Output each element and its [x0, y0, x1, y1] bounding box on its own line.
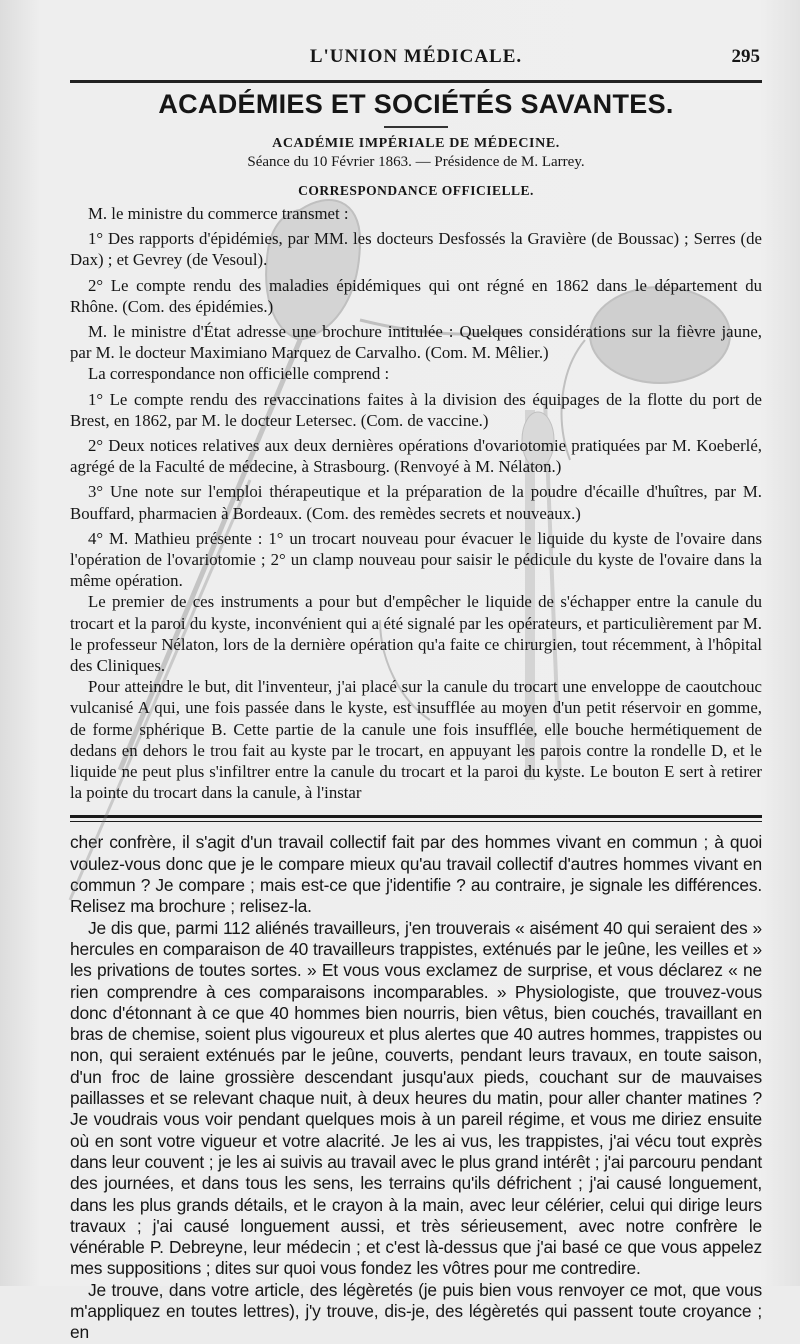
report-paragraph: 1° Le compte rendu des revaccinations faites à la division des équipages de la flotte du port de Brest, en 1862, par M. le docteur Letersec. (Com. de vaccine.)	[70, 389, 762, 430]
running-title: L'UNION MÉDICALE.	[309, 46, 523, 67]
report-paragraph: 4° M. Mathieu présente : 1° un trocart nouveau pour évacuer le liquide du kyste de l'ovaire dans l'opération de l'ovariotomie ; 2° un clamp nouveau pour saisir le pédicule du kyste de l'ovaire dans la même opération.	[70, 528, 762, 591]
report-paragraph: 3° Une note sur l'emploi thérapeutique et la préparation de la poudre d'écaille d'huîtres, par M. Bouffard, pharmacien à Bordeaux. (Com. des remèdes secrets et nouveaux.)	[70, 482, 762, 523]
report-paragraph: Pour atteindre le but, dit l'inventeur, j'ai placé sur la canule du trocart une enveloppe de caoutchouc vulcanisé A qui, une fois passée dans le kyste, est insufflée au moyen d'un petit réservoir en gomme, de forme sphérique B. Cette partie de la canule une fois insufflée, elle bouche hermétiquement de dedans en dehors le trou fait au kyste par le trocart, en appuyant les parois contre la rondelle D, et le liquide ne peut plus s'infiltrer entre la canule du trocart et la paroi du kyste. Le bouton E sert à retirer la pointe du trocart dans la canule, à l'instar	[70, 677, 762, 803]
title-divider	[384, 126, 448, 128]
feuilleton-paragraph: Je dis que, parmi 112 aliénés travailleurs, j'en trouverais « aisément 40 qui seraient des » hercules en comparaison de 40 travailleurs trappistes, exténués par le jeûne, les veilles et » les privations de toutes sortes. » Et vous vous exclamez de surprise, et vous déclarez « ne rien comprendre à ces comparaisons incomparables. » Physiologiste, que trouvez-vous donc d'étonnant à ce que 40 hommes bien nourris, bien vêtus, bien couchés, travaillant en bras de chemise, soient plus vigoureux et plus alertes que 40 autres hommes, trappistes ou non, qui seraient exténués par le jeûne, couverts, pendant leurs travaux, en toute saison, d'un froc de laine grossière descendant jusqu'aux pieds, couchant sur de mauvaises paillasses et se relevant chaque nuit, à deux heures du matin, pour aller chanter matines ? Je voudrais vous voir pendant quelques mois à un pareil régime, et vous me diriez ensuite où en sont votre vigueur et votre alacrité. Je les ai vus, les trappistes, j'ai vécu tout exprès dans leur couvent ; je les ai suivis au travail avec le plus grand intérêt ; j'ai parcouru pendant des journées, et dans tous les sens, les terrains qu'ils défrichent ; j'ai causé longuement, dans les plus grands détails, et le crayon à la main, avec leur célérier, celui qui dirige leurs travaux ; j'ai causé longuement aussi, et très sérieusement, avec notre confrère le vénérable P. Debreyne, leur médecin ; et c'est là-dessus que j'ai basé ce que vous appelez mes suppositions ; dites sur quoi vous fondez les vôtres pour me contredire.	[70, 917, 762, 1279]
report-paragraph: 1° Des rapports d'épidémies, par MM. les docteurs Desfossés la Gravière (de Boussac) ; Serres (de Dax) ; et Gevrey (de Vesoul).	[70, 229, 762, 270]
report-paragraph: Le premier de ces instruments a pour but d'empêcher le liquide de s'échapper entre la canule du trocart et la paroi du kyste, inconvénient qui a été signalé par les opérateurs, et particulièrement par M. le professeur Nélaton, lors de la dernière opération qu'a faite ce chirurgien, tout récemment, à l'hôpital des Cliniques.	[70, 592, 762, 676]
report-paragraph: M. le ministre du commerce transmet :	[88, 204, 349, 223]
running-header	[70, 46, 762, 72]
page-number: 295	[731, 46, 760, 67]
academy-report-body	[70, 203, 762, 803]
feuilleton-divider	[70, 815, 762, 822]
feuilleton-paragraph: cher confrère, il s'agit d'un travail collectif fait par des hommes vivant en commun ; à quoi voulez-vous donc que je le compare mieux qu'au travail collectif d'autres hommes vivant en commun ? Je compare ; mais est-ce que j'identifie ? au contraire, je signale les différences. Relisez ma brochure ; relisez-la.	[70, 832, 762, 917]
correspondence-heading: CORRESPONDANCE OFFICIELLE.	[298, 183, 534, 198]
report-paragraph: 2° Le compte rendu des maladies épidémiques qui ont régné en 1862 dans le département du Rhône. (Com. des épidémies.)	[70, 275, 762, 316]
feuilleton-body	[70, 832, 762, 1343]
report-paragraph: La correspondance non officielle comprend :	[88, 364, 390, 384]
session-line: Séance du 10 Février 1863. — Présidence de M. Larrey.	[247, 154, 585, 170]
feuilleton-paragraph: Je trouve, dans votre article, des légèretés (je puis bien vous renvoyer ce mot, que vous m'appliquez en toutes lettres), j'y trouve, dis-je, des légèretés qui passent toute croyance ; en	[70, 1279, 762, 1343]
academy-name: ACADÉMIE IMPÉRIALE DE MÉDECINE.	[272, 136, 560, 151]
report-paragraph: 2° Deux notices relatives aux deux dernières opérations d'ovariotomie pratiquées par M. Koeberlé, agrégé de la Faculté de médecine, à Strasbourg. (Renvoyé à M. Nélaton.)	[70, 436, 762, 477]
section-title: ACADÉMIES ET SOCIÉTÉS SAVANTES.	[158, 89, 674, 119]
report-paragraph: M. le ministre d'État adresse une brochure intitulée : Quelques considérations sur la fièvre jaune, par M. le docteur Maximiano Marquez de Carvalho. (Com. M. Mêlier.)	[70, 322, 762, 363]
header-rule	[70, 80, 762, 83]
